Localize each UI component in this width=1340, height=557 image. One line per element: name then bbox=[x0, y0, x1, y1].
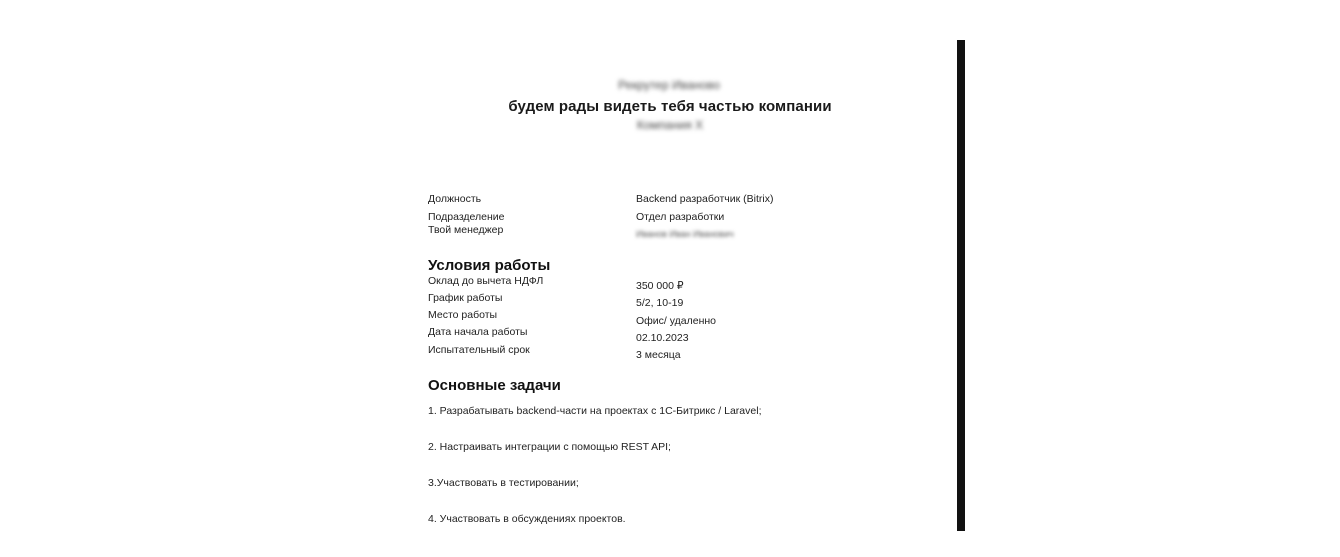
condition-value-start-date: 02.10.2023 bbox=[636, 332, 689, 344]
condition-label-salary: Оклад до вычета НДФЛ bbox=[428, 275, 544, 287]
task-item: 1. Разрабатывать backend-части на проектах с 1С-Битрикс / Laravel; bbox=[428, 405, 762, 417]
condition-label-start-date: Дата начала работы bbox=[428, 326, 528, 338]
task-item: 3.Участвовать в тестировании; bbox=[428, 477, 579, 489]
task-item: 2. Настраивать интеграции с помощью REST API; bbox=[428, 441, 671, 453]
vertical-divider bbox=[957, 40, 965, 531]
condition-value-probation: 3 месяца bbox=[636, 349, 681, 361]
detail-value-department: Отдел разработки bbox=[636, 211, 725, 223]
detail-value-manager: Иванов Иван Иванович bbox=[636, 229, 734, 239]
condition-value-schedule: 5/2, 10-19 bbox=[636, 297, 684, 309]
detail-label-department: Подразделение bbox=[428, 211, 505, 223]
condition-label-schedule: График работы bbox=[428, 292, 503, 304]
detail-label-manager: Твой менеджер bbox=[428, 224, 504, 236]
condition-label-probation: Испытательный срок bbox=[428, 344, 530, 356]
detail-value-position: Backend разработчик (Bitrix) bbox=[636, 193, 774, 205]
condition-label-location: Место работы bbox=[428, 309, 498, 321]
condition-value-salary: 350 000 ₽ bbox=[636, 280, 684, 292]
conditions-heading: Условия работы bbox=[428, 257, 551, 274]
tasks-heading: Основные задачи bbox=[428, 377, 561, 394]
blurred-recruiter-line: Рекрутер Иваново bbox=[618, 78, 720, 92]
task-item: 4. Участвовать в обсуждениях проектов. bbox=[428, 513, 626, 525]
blurred-company-line: Компания Х bbox=[636, 118, 704, 132]
detail-label-position: Должность bbox=[428, 193, 482, 205]
offer-title: будем рады видеть тебя частью компании bbox=[508, 98, 832, 115]
condition-value-location: Офис/ удаленно bbox=[636, 315, 717, 327]
